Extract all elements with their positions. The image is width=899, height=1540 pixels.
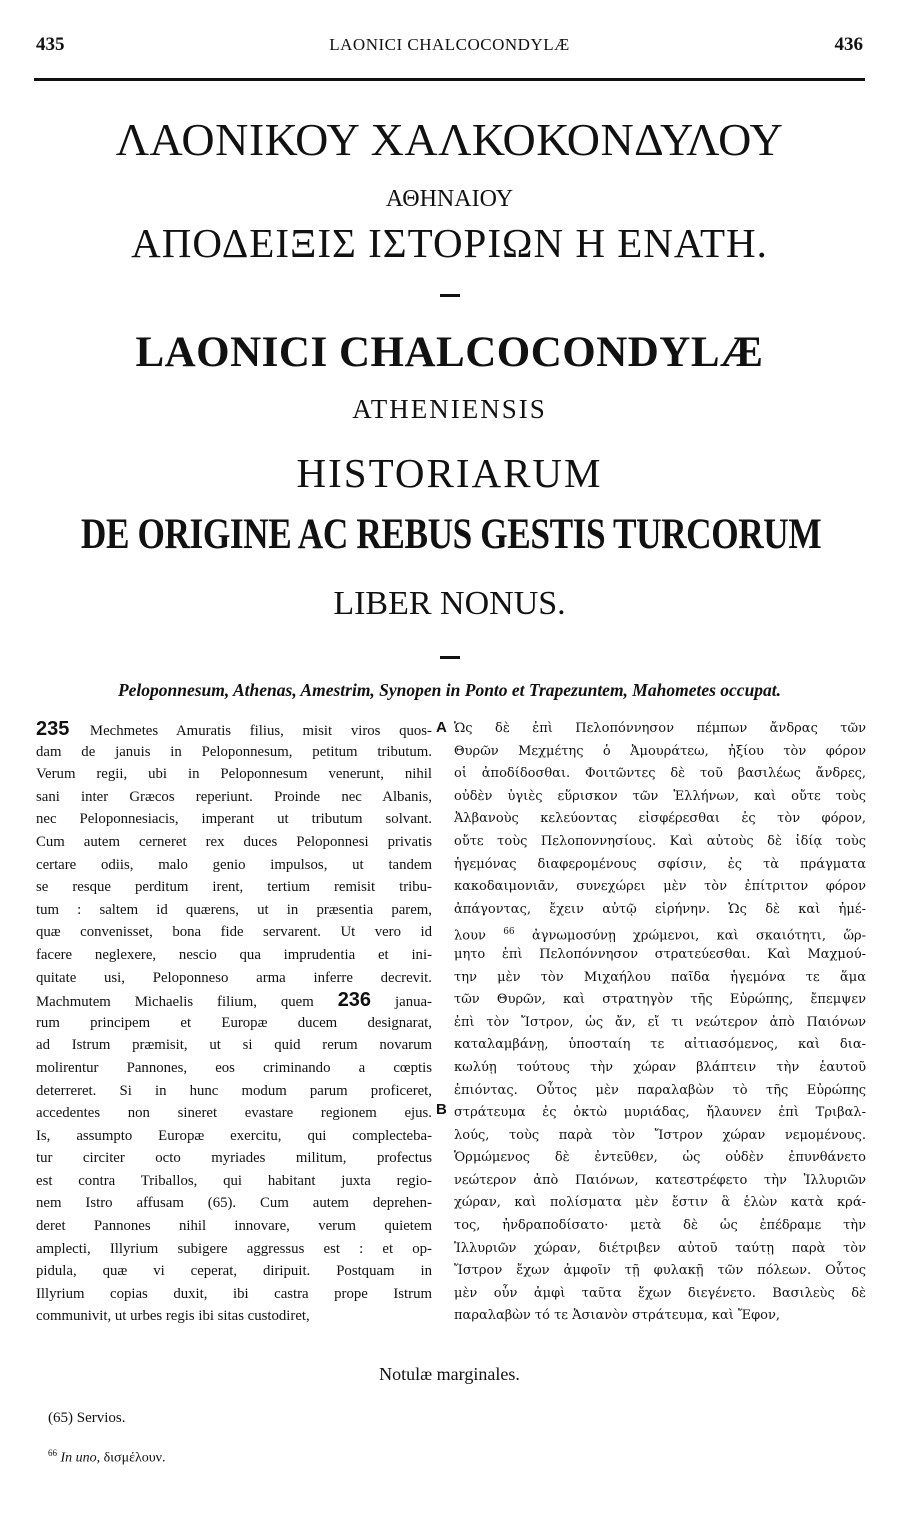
greek-work-title: ΑΠΟΔΕΙΞΙΣ ΙΣΤΟΡΙΩΝ Η ΕΝΑΤΗ. [131, 220, 768, 266]
footnote-text: δισμέλουν. [103, 1450, 166, 1466]
latin-subject-title: DE ORIGINE AC REBUS GESTIS TURCORUM [80, 511, 822, 558]
greek-line: μὲν οὖν ἀμφὶ ταῦτα ἔχων διεγένετο. Βασιλεὺς δὲ [454, 1285, 866, 1301]
greek-line: ἐπιόντας. Οὗτος μὲν παραλαβὼν τὸ τῆς Εὐρώπης [454, 1082, 866, 1098]
header-rule [34, 78, 865, 81]
greek-line: κωλύῃ τούτους τὴν χώραν βλάπτειν τὴν ἑαυτοῦ [454, 1059, 866, 1075]
latin-line: Is, assumpto Europæ exercitu, qui complecteba- [36, 1127, 432, 1144]
page-marker-236: 236 [337, 989, 372, 1012]
greek-line: καταλαμβάνῃ, ὑποσταίη τε αἰτιασόμενος, καὶ δια- [454, 1037, 866, 1053]
greek-line: Ἴστρον ἔχων ἀμφοῖν τῇ φυλακῇ τῶν πόλεων. Οὗτος [454, 1263, 866, 1279]
summary-divider [440, 656, 460, 659]
footnote-65: (65) Servios. [48, 1410, 126, 1426]
latin-line: tum : saltem id quærens, ut in præsentia parem, [36, 901, 432, 918]
latin-line: est contra Triballos, qui habitant juxta regio- [36, 1172, 432, 1189]
latin-line: communivit, ut urbes regis ibi sitas custodiret, [36, 1308, 310, 1325]
greek-line: οἱ ἀποδίδοσθαι. Φοιτῶντες δὲ τοῦ βασιλέως ἄνδρες, [454, 766, 866, 782]
greek-line: Ὡς δὲ ἐπὶ Πελοπόννησον πέμπων ἄνδρας τῶν [454, 721, 866, 736]
latin-line: Illyrium copias duxit, ibi castra prope Istrum [36, 1285, 432, 1302]
greek-line: παραλαβὼν τό τε Ἀσιανὸν στράτευμα, καὶ Ἔφον, [454, 1308, 781, 1324]
greek-line: οὔτε τοὺς Πελοποννησίους. Καὶ αὐτοὺς δὲ ἰδίᾳ τοὺς [454, 833, 866, 849]
greek-line: οὐδὲν ὑγιὲς εὕρισκον τῶν Ἑλλήνων, καὶ οὔτε τοὺς [454, 788, 866, 804]
latin-origin: ATHENIENSIS [352, 394, 547, 424]
latin-line: se resque perditum irent, tertium remisit tribu- [36, 879, 432, 896]
latin-line: Machmutem Michaelis filium, quem 236 janua- [36, 989, 432, 1012]
greek-line: τῶν Θυρῶν, καὶ στρατηγὸν τῆς Εὐρώπης, ἔπεμψεν [454, 992, 866, 1008]
footnote-label: In uno, [60, 1450, 101, 1466]
greek-text-column [454, 718, 866, 1328]
notes-heading: Notulæ marginales. [379, 1364, 520, 1384]
greek-line: τος, ἠνδραποδίσατο· μετὰ δὲ ὡς ἐπέδραμε τὴν [454, 1218, 866, 1234]
greek-line: στράτευμα ἐς ὀκτὼ μυριάδας, ἤλαυνεν ἐπὶ Τριβαλ- [454, 1105, 866, 1121]
note-marker-66: 66 [503, 927, 515, 938]
latin-text-column [36, 718, 432, 1328]
latin-line: quitate usi, Peloponneso arma inferre decrevit. [36, 969, 432, 986]
latin-line: nec Peloponnesiacis, imperant ut tributum solvant. [36, 811, 432, 828]
greek-origin: ΑΘΗΝΑΙΟΥ [385, 186, 514, 212]
greek-line: κακοδαιμονιᾶν, συνεχώρει μὲν τὸν ἐπίτριτον φόρον [454, 879, 866, 895]
latin-line: sani inter Græcos reperiunt. Proinde nec Albanis, [36, 788, 432, 805]
greek-line: μητο ἐπὶ Πελοπόννησον στρατεύεσθαι. Καὶ Μαχμού- [454, 946, 866, 962]
greek-line: την μὲν τὸν Μιχαήλου παῖδα ἡγεμόνα τε ἅμα [454, 969, 866, 985]
latin-line: deterreret. Si in hunc modum parum proficeret, [36, 1082, 432, 1099]
title-divider [440, 294, 460, 297]
latin-line: ad Istrum præmisit, ut si quid rerum novarum [36, 1037, 432, 1054]
latin-line: deret Pannones nihil innovare, verum quietem [36, 1218, 432, 1235]
page-number-left: 435 [36, 34, 65, 55]
greek-line: λούς, τοὺς παρὰ τὸν Ἴστρον χώραν νεμομένους. [454, 1127, 866, 1143]
greek-line: χώραν, καὶ πολίσματα μὲν ἔστιν ἃ ἑλὼν κατὰ κρά- [454, 1195, 866, 1211]
latin-line: Verum regii, ubi in Peloponnesum venerunt, nihil [36, 766, 432, 783]
page-marker-235: 235 [36, 718, 90, 740]
latin-line: 235 Mechmetes Amuratis filius, misit viros quos- [36, 718, 432, 740]
greek-line: λουν $^{66}$ ἀγνωμοσύνῃ χρώμενοι, καὶ σκαιότητι, ὥρ- [454, 927, 866, 944]
running-title: LAONICI CHALCOCONDYLÆ [329, 35, 570, 54]
greek-line: ἀπάγοντας, ἔχειν αὐτῷ εἰρήνην. Ὡς δὲ καὶ ἠμέ- [454, 901, 866, 917]
latin-line: rum principem et Europæ ducem designarat, [36, 1014, 432, 1031]
latin-line: quæ convenisset, bona fide servarent. Ut vero id [36, 924, 432, 941]
latin-line: accedentes non sineret evastare regionem ejus. [36, 1105, 432, 1122]
greek-line: Ἀλβανοὺς κελεύοντας εἰσφέρεσθαι ἐς τὸν φόρον, [454, 811, 866, 827]
greek-line: Ὁρμώμενος δὲ ἐντεῦθεν, ὡς οὐδὲν ἐπυνθάνετο [454, 1150, 866, 1166]
latin-line: certare odiis, malo genio impulsos, ut tandem [36, 856, 432, 873]
page-number-right: 436 [834, 34, 863, 55]
greek-line: Θυρῶν Μεχμέτης ὁ Ἀμουράτεω, ἠξίου τὸν φόρον [454, 743, 866, 759]
latin-line: amplecti, Illyrium subigere aggressus est : et op- [36, 1240, 432, 1257]
latin-book-title: LIBER NONUS. [333, 585, 566, 622]
greek-line: Ἰλλυριῶν χώραν, διέτριβεν αὐτοῦ ταύτῃ παρὰ τὸν [454, 1240, 866, 1256]
latin-line: nem Istro affusam (65). Cum autem deprehen- [36, 1195, 432, 1212]
chapter-summary: Peloponnesum, Athenas, Amestrim, Synopen in Ponto et Trapezuntem, Mahometes occupat. [117, 680, 782, 700]
latin-line: molirentur Pannones, eos criminando a cœptis [36, 1059, 432, 1076]
latin-author-title: LAONICI CHALCOCONDYLÆ [135, 329, 764, 376]
greek-line: ἐπὶ τὸν Ἴστρον, ὡς ἄν, εἴ τι νεώτερον ἀπὸ Παιόνων [454, 1014, 866, 1030]
margin-letter-b: B [436, 1101, 447, 1118]
margin-letter-a: A [436, 719, 447, 736]
footnote-66 [48, 1448, 166, 1467]
latin-line: tur circiter octo myriades militum, profectus [36, 1150, 432, 1167]
latin-work-title: HISTORIARUM [296, 450, 603, 496]
latin-line: Cum autem cerneret rex duces Peloponnesi privatis [36, 833, 432, 850]
greek-line: νεώτερον ἀπὸ Παιόνων, κατεστρέφετο τὴν Ἰλλυριῶν [454, 1172, 866, 1188]
running-header [36, 34, 863, 60]
latin-line: pidula, quæ vi ceperat, diripuit. Postquam in [36, 1263, 432, 1280]
greek-author-title: ΛΑΟΝΙΚΟΥ ΧΑΛΚΟΚΟΝΔΥΛΟΥ [115, 114, 784, 165]
latin-line: facere neglexere, nescio qua imprudentia et ini- [36, 946, 432, 963]
greek-line: ἡγεμόνας διαφερομένους σφίσιν, ἐς τὰ πράγματα [454, 856, 866, 872]
footnote-marker: 66 [48, 1448, 57, 1458]
latin-line: dam de januis in Peloponnesum, petitum tributum. [36, 743, 432, 760]
